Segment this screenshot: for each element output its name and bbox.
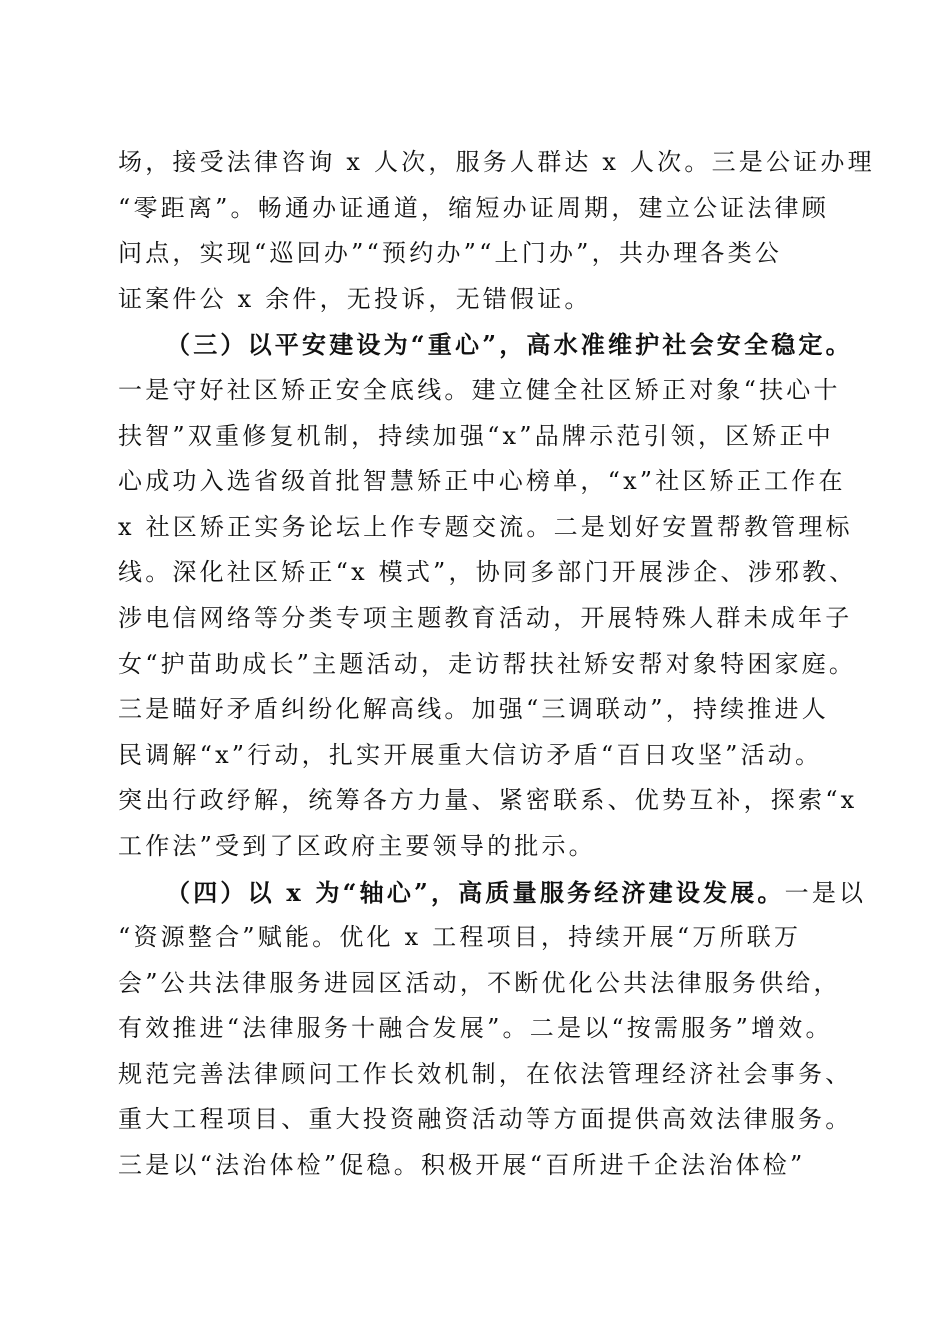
- body-line: 心成功入选省级首批智慧矫正中心榜单，“x”社区矫正工作在: [118, 467, 846, 496]
- body-line: 一是守好社区矫正安全底线。建立健全社区矫正对象“扶心十: [118, 375, 841, 404]
- heading-text: （三）以平安建设为“重心”，高水准维护社会安全稳定。: [166, 330, 853, 360]
- body-line: 三是以“法治体检”促稳。积极开展“百所进千企法治体检”: [118, 1151, 806, 1180]
- body-line: 民调解“x”行动，扎实开展重大信访矛盾“百日攻坚”活动。: [118, 740, 823, 769]
- document-body: [118, 140, 875, 1189]
- body-line: 工作法”受到了区政府主要领导的批示。: [118, 831, 596, 860]
- body-line: 重大工程项目、重大投资融资活动等方面提供高效法律服务。: [118, 1105, 853, 1134]
- body-line: 突出行政纾解，统筹各方力量、紧密联系、优势互补，探索“x: [118, 786, 858, 815]
- body-line: x 社区矫正实务论坛上作专题交流。二是划好安置帮教管理标: [118, 512, 853, 541]
- body-line: 证案件公 x 余件，无投诉，无错假证。: [118, 284, 592, 313]
- body-line: 三是瞄好矛盾纠纷化解高线。加强“三调联动”，持续推进人: [118, 695, 829, 724]
- body-line: 规范完善法律顾问工作长效机制，在依法管理经济社会事务、: [118, 1059, 853, 1088]
- body-line: 女“护苗助成长”主题活动，走访帮扶社矫安帮对象特困家庭。: [118, 649, 857, 678]
- heading-text: （四）以 x 为“轴心”，高质量服务经济建设发展。: [166, 877, 785, 907]
- heading-trailing-text: 一是以: [784, 878, 867, 907]
- body-line: 有效推进“法律服务十融合发展”。二是以“按需服务”增效。: [118, 1014, 833, 1043]
- body-line: 线。深化社区矫正“x 模式”，协同多部门开展涉企、涉邪教、: [118, 558, 857, 587]
- section-heading-3: [118, 322, 853, 368]
- body-line: 问点，实现“巡回办”“预约办”“上门办”，共办理各类公: [118, 239, 783, 268]
- body-line: “资源整合”赋能。优化 x 工程项目，持续开展“万所联万: [118, 923, 802, 952]
- section-heading-4: [118, 870, 867, 916]
- body-line: 涉电信网络等分类专项主题教育活动，开展特殊人群未成年子: [118, 603, 853, 632]
- body-line: 扶智”双重修复机制，持续加强“x”品牌示范引领，区矫正中: [118, 421, 834, 450]
- body-line: 场，接受法律咨询 x 人次，服务人群达 x 人次。三是公证办理: [118, 148, 875, 176]
- body-line: 会”公共法律服务进园区活动，不断优化公共法律服务供给，: [118, 968, 841, 997]
- body-line: “零距离”。畅通办证通道，缩短办证周期，建立公证法律顾: [118, 193, 829, 222]
